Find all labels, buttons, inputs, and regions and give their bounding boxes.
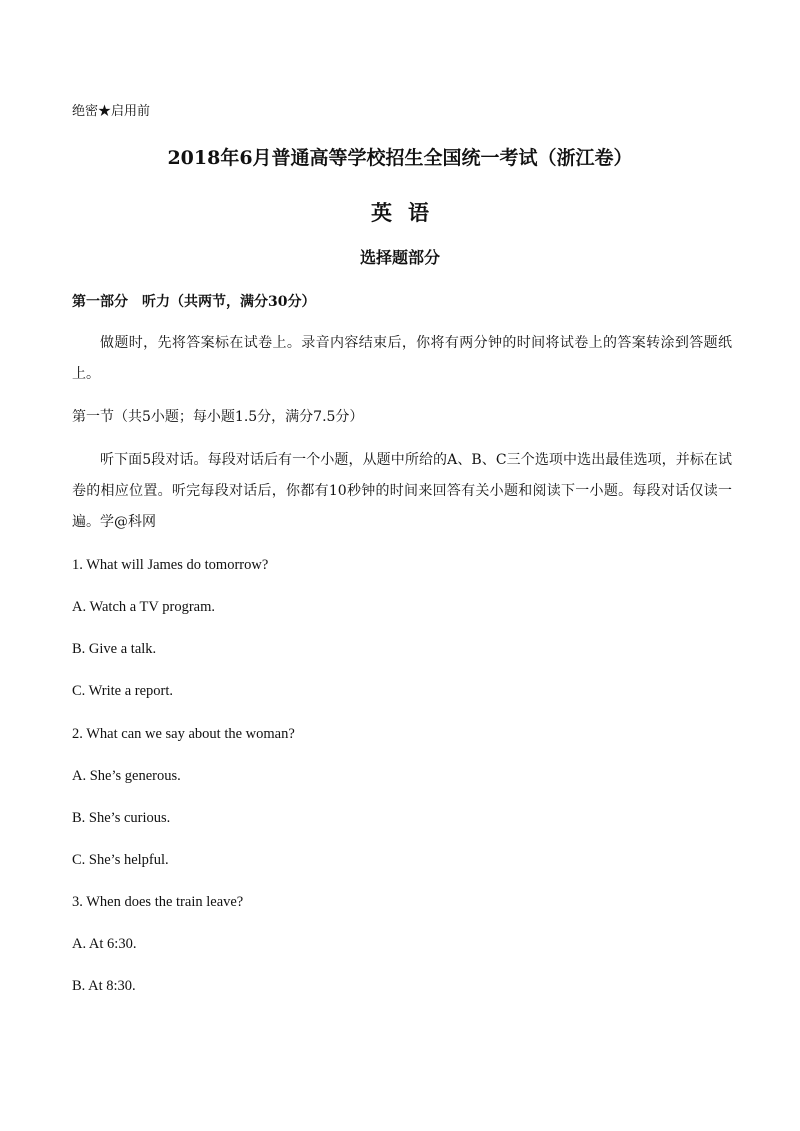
subject-heading: 英语: [371, 200, 445, 225]
part-one-instructions: 做题时，先将答案标在试卷上。录音内容结束后，你将有两分钟的时间将试卷上的答案转涂到答题纸上。: [72, 335, 732, 382]
question-option: C. She’s helpful.: [72, 852, 169, 868]
question-option: A. At 6:30.: [72, 936, 137, 952]
question-stem: 2. What can we say about the woman?: [72, 726, 295, 742]
question-option: B. Give a talk.: [72, 641, 157, 657]
section-one-instructions: 听下面5段对话。每段对话后有一个小题，从题中所给的A、B、C三个选项中选出最佳选项，并标在试卷的相应位置。听完每段对话后，你都有10秒钟的时间来回答有关小题和阅读下一小题。每段对话仅读一遍。学@科网: [72, 452, 732, 530]
part-one-heading: 第一部分 听力（共两节，满分30分）: [72, 294, 316, 310]
section-one-heading: 第一节（共5小题；每小题1.5分，满分7.5分）: [72, 409, 364, 425]
question-option: B. At 8:30.: [72, 978, 136, 994]
question-option: A. She’s generous.: [72, 768, 181, 784]
secret-label: 绝密★启用前: [72, 104, 151, 119]
question-option: A. Watch a TV program.: [72, 599, 215, 615]
question-stem: 3. When does the train leave?: [72, 894, 244, 910]
question-option: B. She’s curious.: [72, 810, 171, 826]
part-heading: 选择题部分: [359, 248, 440, 267]
question-option: C. Write a report.: [72, 683, 174, 699]
question-stem: 1. What will James do tomorrow?: [72, 557, 269, 573]
exam-title: 2018年6月普通高等学校招生全国统一考试（浙江卷）: [167, 147, 633, 169]
